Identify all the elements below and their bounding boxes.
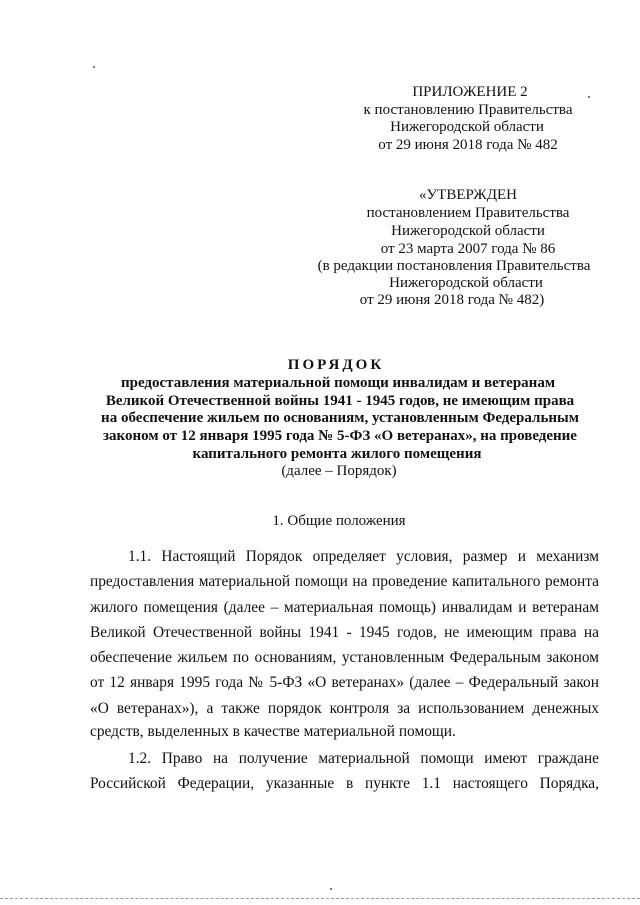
approved-line: Нижегородской области [389,275,543,291]
heading-line: Великой Отечественной войны 1941 - 1945 годов, не имеющим права [105,393,575,409]
paragraph-line: предоставления материальной помощи на проведение капитального ремонта [90,573,599,590]
approved-line: Нижегородской области [391,223,545,239]
heading-line: законом от 12 января 1995 года № 5-ФЗ «О ветеранах», на проведение [103,428,577,444]
heading-line: на обеспечение жильем по основаниям, установленным Федеральным [101,410,579,426]
paragraph-line: от 12 января 1995 года № 5-ФЗ «О ветеранах» (далее – Федеральный закон [90,674,599,691]
scan-speck [93,66,95,68]
scan-speck [588,96,590,98]
section-title: 1. Общие положения [272,513,406,529]
approved-title: «УТВЕРЖДЕН [419,187,517,203]
appendix-title: ПРИЛОЖЕНИЕ 2 [412,84,528,100]
approved-line: от 23 марта 2007 года № 86 [380,241,556,257]
appendix-line: от 29 июня 2018 года № 482 [378,137,558,153]
appendix-line: Нижегородской области [390,119,544,135]
paragraph-line: Великой Отечественной войны 1941 - 1945 годов, не имеющим права на [90,624,599,641]
appendix-line: к постановлению Правительства [363,102,573,118]
heading-line: (далее – Порядок) [281,463,397,479]
approved-line: постановлением Правительства [366,205,570,221]
heading-title: ПОРЯДОК [287,357,385,373]
paragraph-line: «О ветеранах»), а также порядок контроля за использованием денежных [90,700,599,717]
paragraph-line: средств, выделенных в качестве материальной помощи. [90,723,456,740]
heading-line: капитального ремонта жилого помещения [192,446,482,462]
paragraph-line: 1.2. Право на получение материальной помощи имеют граждане [128,750,599,767]
scan-edge-line [0,898,640,900]
scan-speck [330,888,332,890]
paragraph-line: Российской Федерации, указанные в пункте 1.1 настоящего Порядка, [90,775,599,792]
heading-line: предоставления материальной помощи инвалидам и ветеранам [120,375,556,391]
approved-line: (в редакции постановления Правительства [317,258,591,274]
paragraph-line: обеспечение жильем по основаниям, установленным Федеральным законом [90,649,599,666]
approved-line: от 29 июня 2018 года № 482) [359,292,545,308]
paragraph-line: жилого помещения (далее – материальная помощь) инвалидам и ветеранам [90,599,599,616]
paragraph-line: 1.1. Настоящий Порядок определяет условия, размер и механизм [128,548,599,565]
